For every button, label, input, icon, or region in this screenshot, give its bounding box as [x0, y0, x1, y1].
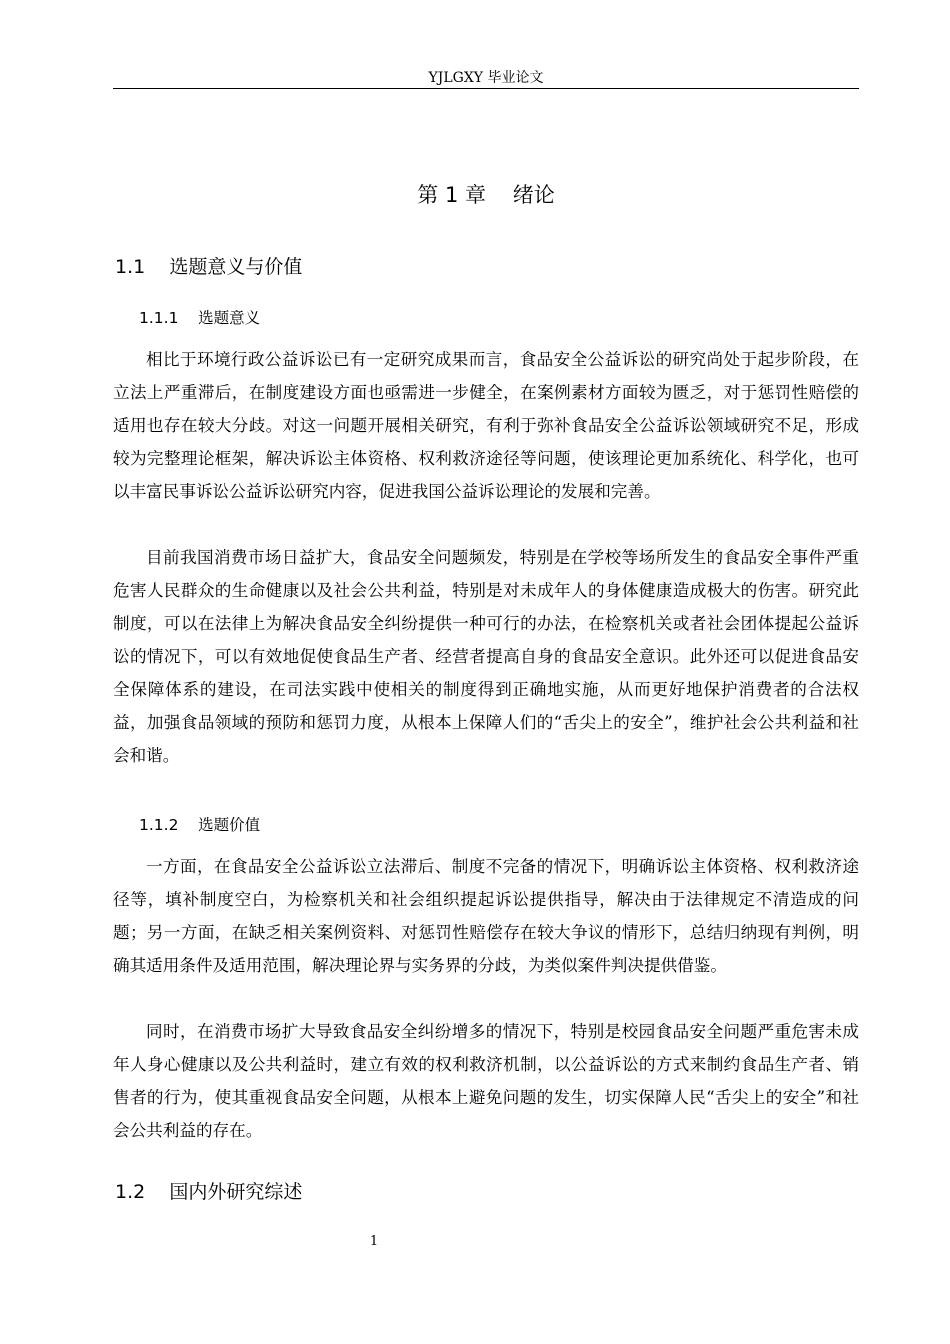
section-heading-1-1-1: 1.1.1 选题意义: [139, 309, 261, 327]
section-heading-1-1-2: 1.1.2 选题价值: [139, 816, 261, 834]
paragraph-value-1: 一方面，在食品安全公益诉讼立法滞后、制度不完备的情况下，明确诉讼主体资格、权利救济途径等，填补制度空白，为检察机关和社会组织提起诉讼提供指导，解决由于法律规定不清造成的问题；另一方面，在缺乏相关案例资料、对惩罚性赔偿存在较大争议的情形下，总结归纳现有判例，明确其适用条件及适用范围，解决理论界与实务界的分歧，为类似案件判决提供借鉴。: [113, 857, 859, 975]
page-header: YJLGXY 毕业论文: [428, 70, 544, 86]
page-number: 1: [369, 1234, 379, 1249]
header-rule: [113, 88, 859, 89]
paragraph-significance-1: 相比于环境行政公益诉讼已有一定研究成果而言，食品安全公益诉讼的研究尚处于起步阶段，在立法上严重滞后，在制度建设方面也亟需进一步健全，在案例素材方面较为匮乏，对于惩罚性赔偿的适用也存在较大分歧。对这一问题开展相关研究，有利于弥补食品安全公益诉讼领域研究不足，形成较为完整理论框架，解决诉讼主体资格、权利救济途径等问题，使该理论更加系统化、科学化，也可以丰富民事诉讼公益诉讼研究内容，促进我国公益诉讼理论的发展和完善。: [113, 350, 859, 501]
section-heading-1-1: 1.1 选题意义与价值: [115, 256, 303, 278]
chapter-title: 第 1 章 绪论: [417, 183, 555, 207]
paragraph-value-2: 同时，在消费市场扩大导致食品安全纠纷增多的情况下，特别是校园食品安全问题严重危害未成年人身心健康以及公共利益时，建立有效的权利救济机制，以公益诉讼的方式来制约食品生产者、销售者的行为，使其重视食品安全问题，从根本上避免问题的发生，切实保障人民“舌尖上的安全”和社会公共利益的存在。: [113, 1022, 859, 1140]
section-heading-1-2: 1.2 国内外研究综述: [115, 1181, 303, 1203]
paragraph-significance-2: 目前我国消费市场日益扩大，食品安全问题频发，特别是在学校等场所发生的食品安全事件严重危害人民群众的生命健康以及社会公共利益，特别是对未成年人的身体健康造成极大的伤害。研究此制度，可以在法律上为解决食品安全纠纷提供一种可行的办法，在检察机关或者社会团体提起公益诉讼的情况下，可以有效地促使食品生产者、经营者提高自身的食品安全意识。此外还可以促进食品安全保障体系的建设，在司法实践中使相关的制度得到正确地实施，从而更好地保护消费者的合法权益，加强食品领域的预防和惩罚力度，从根本上保障人们的“舌尖上的安全”，维护社会公共利益和社会和谐。: [113, 548, 859, 765]
